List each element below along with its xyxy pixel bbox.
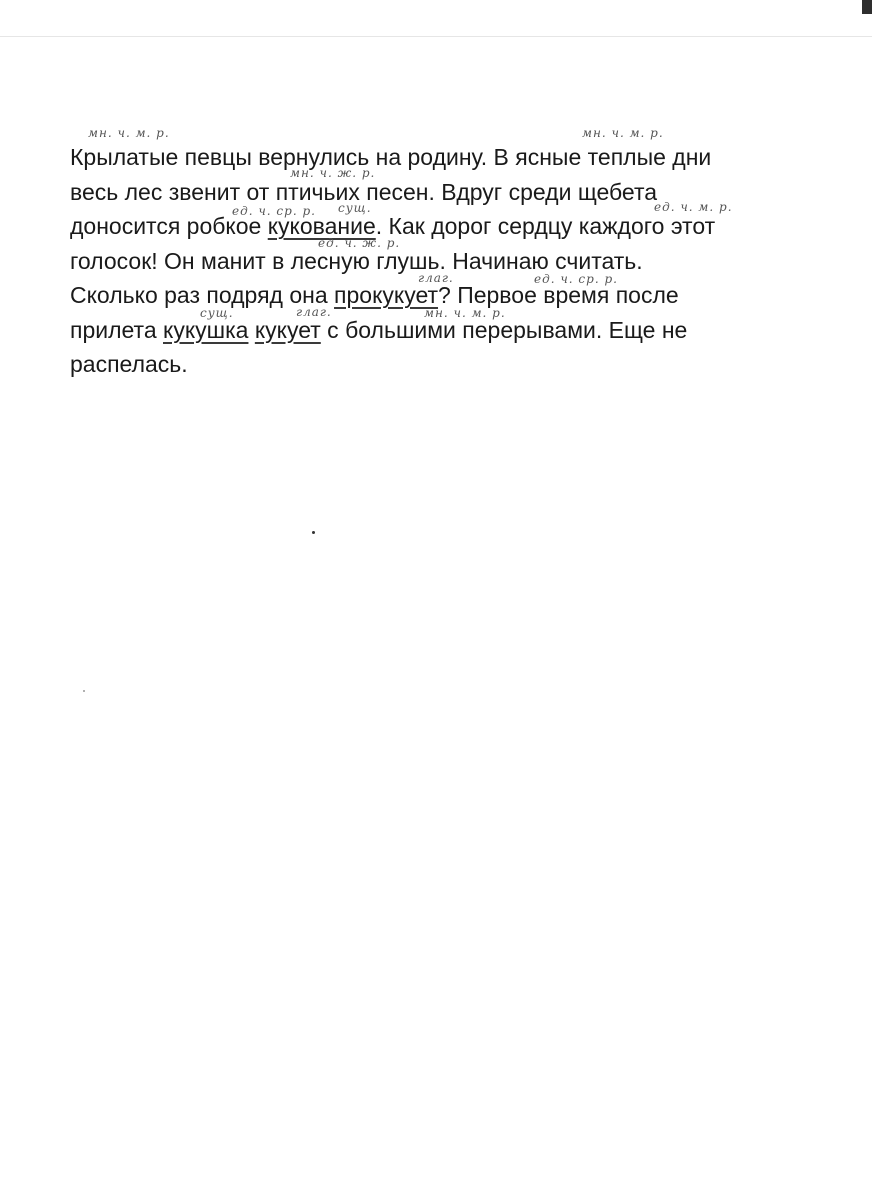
text-fragment: с большими перерывами. Еще не [320, 316, 688, 343]
text-fragment: распелась. [70, 351, 188, 377]
text-fragment: голосок! Он манит в лесную глушь. Начинаю считать. [70, 247, 643, 274]
handwritten-note: сущ. [338, 201, 372, 215]
text-fragment: Крылатые певцы вернулись на родину. В ясные теплые дни [70, 144, 712, 170]
text-fragment: прилета [70, 316, 163, 343]
underlined-word-kukovanie: кукование [267, 213, 376, 239]
handwritten-note: ед. ч. м. р. [654, 200, 733, 214]
scan-speck [83, 690, 85, 692]
handwritten-note: ед. ч. ср. р. [232, 204, 316, 218]
scan-speck [312, 531, 315, 534]
handwritten-note: сущ. [200, 306, 234, 320]
handwritten-note: глаг. [418, 271, 454, 285]
text-fragment: весь лес звенит от птичьих песен. Вдруг среди щебета [70, 178, 658, 205]
scan-page-edge [0, 36, 872, 37]
handwritten-note: мн. ч. м. р. [424, 306, 506, 320]
underlined-word-kukushka: кукушка [163, 316, 249, 343]
text-line-3 [70, 209, 850, 244]
document-text [70, 140, 850, 382]
scan-corner-shadow [862, 0, 872, 14]
text-line-7 [70, 347, 850, 382]
handwritten-note: глаг. [296, 305, 332, 319]
handwritten-note: ед. ч. ж. р. [318, 236, 401, 250]
text-fragment: доносится робкое [70, 213, 268, 239]
handwritten-note: ед. ч. ср. р. [534, 272, 618, 286]
text-line-1 [70, 140, 850, 175]
text-line-4 [70, 244, 850, 279]
text-fragment: . Как дорог сердцу каждого этот [375, 213, 716, 239]
handwritten-note: мн. ч. м. р. [88, 126, 170, 140]
underlined-word-prokukuet: прокукует [334, 282, 439, 308]
underlined-word-kukuet: кукует [254, 316, 321, 343]
text-line-2 [70, 175, 850, 210]
handwritten-note: мн. ч. м. р. [582, 126, 664, 140]
handwritten-note: мн. ч. ж. р. [290, 166, 376, 180]
text-fragment: ? Первое время после [438, 282, 679, 308]
text-fragment: Сколько раз подряд она [70, 282, 335, 308]
